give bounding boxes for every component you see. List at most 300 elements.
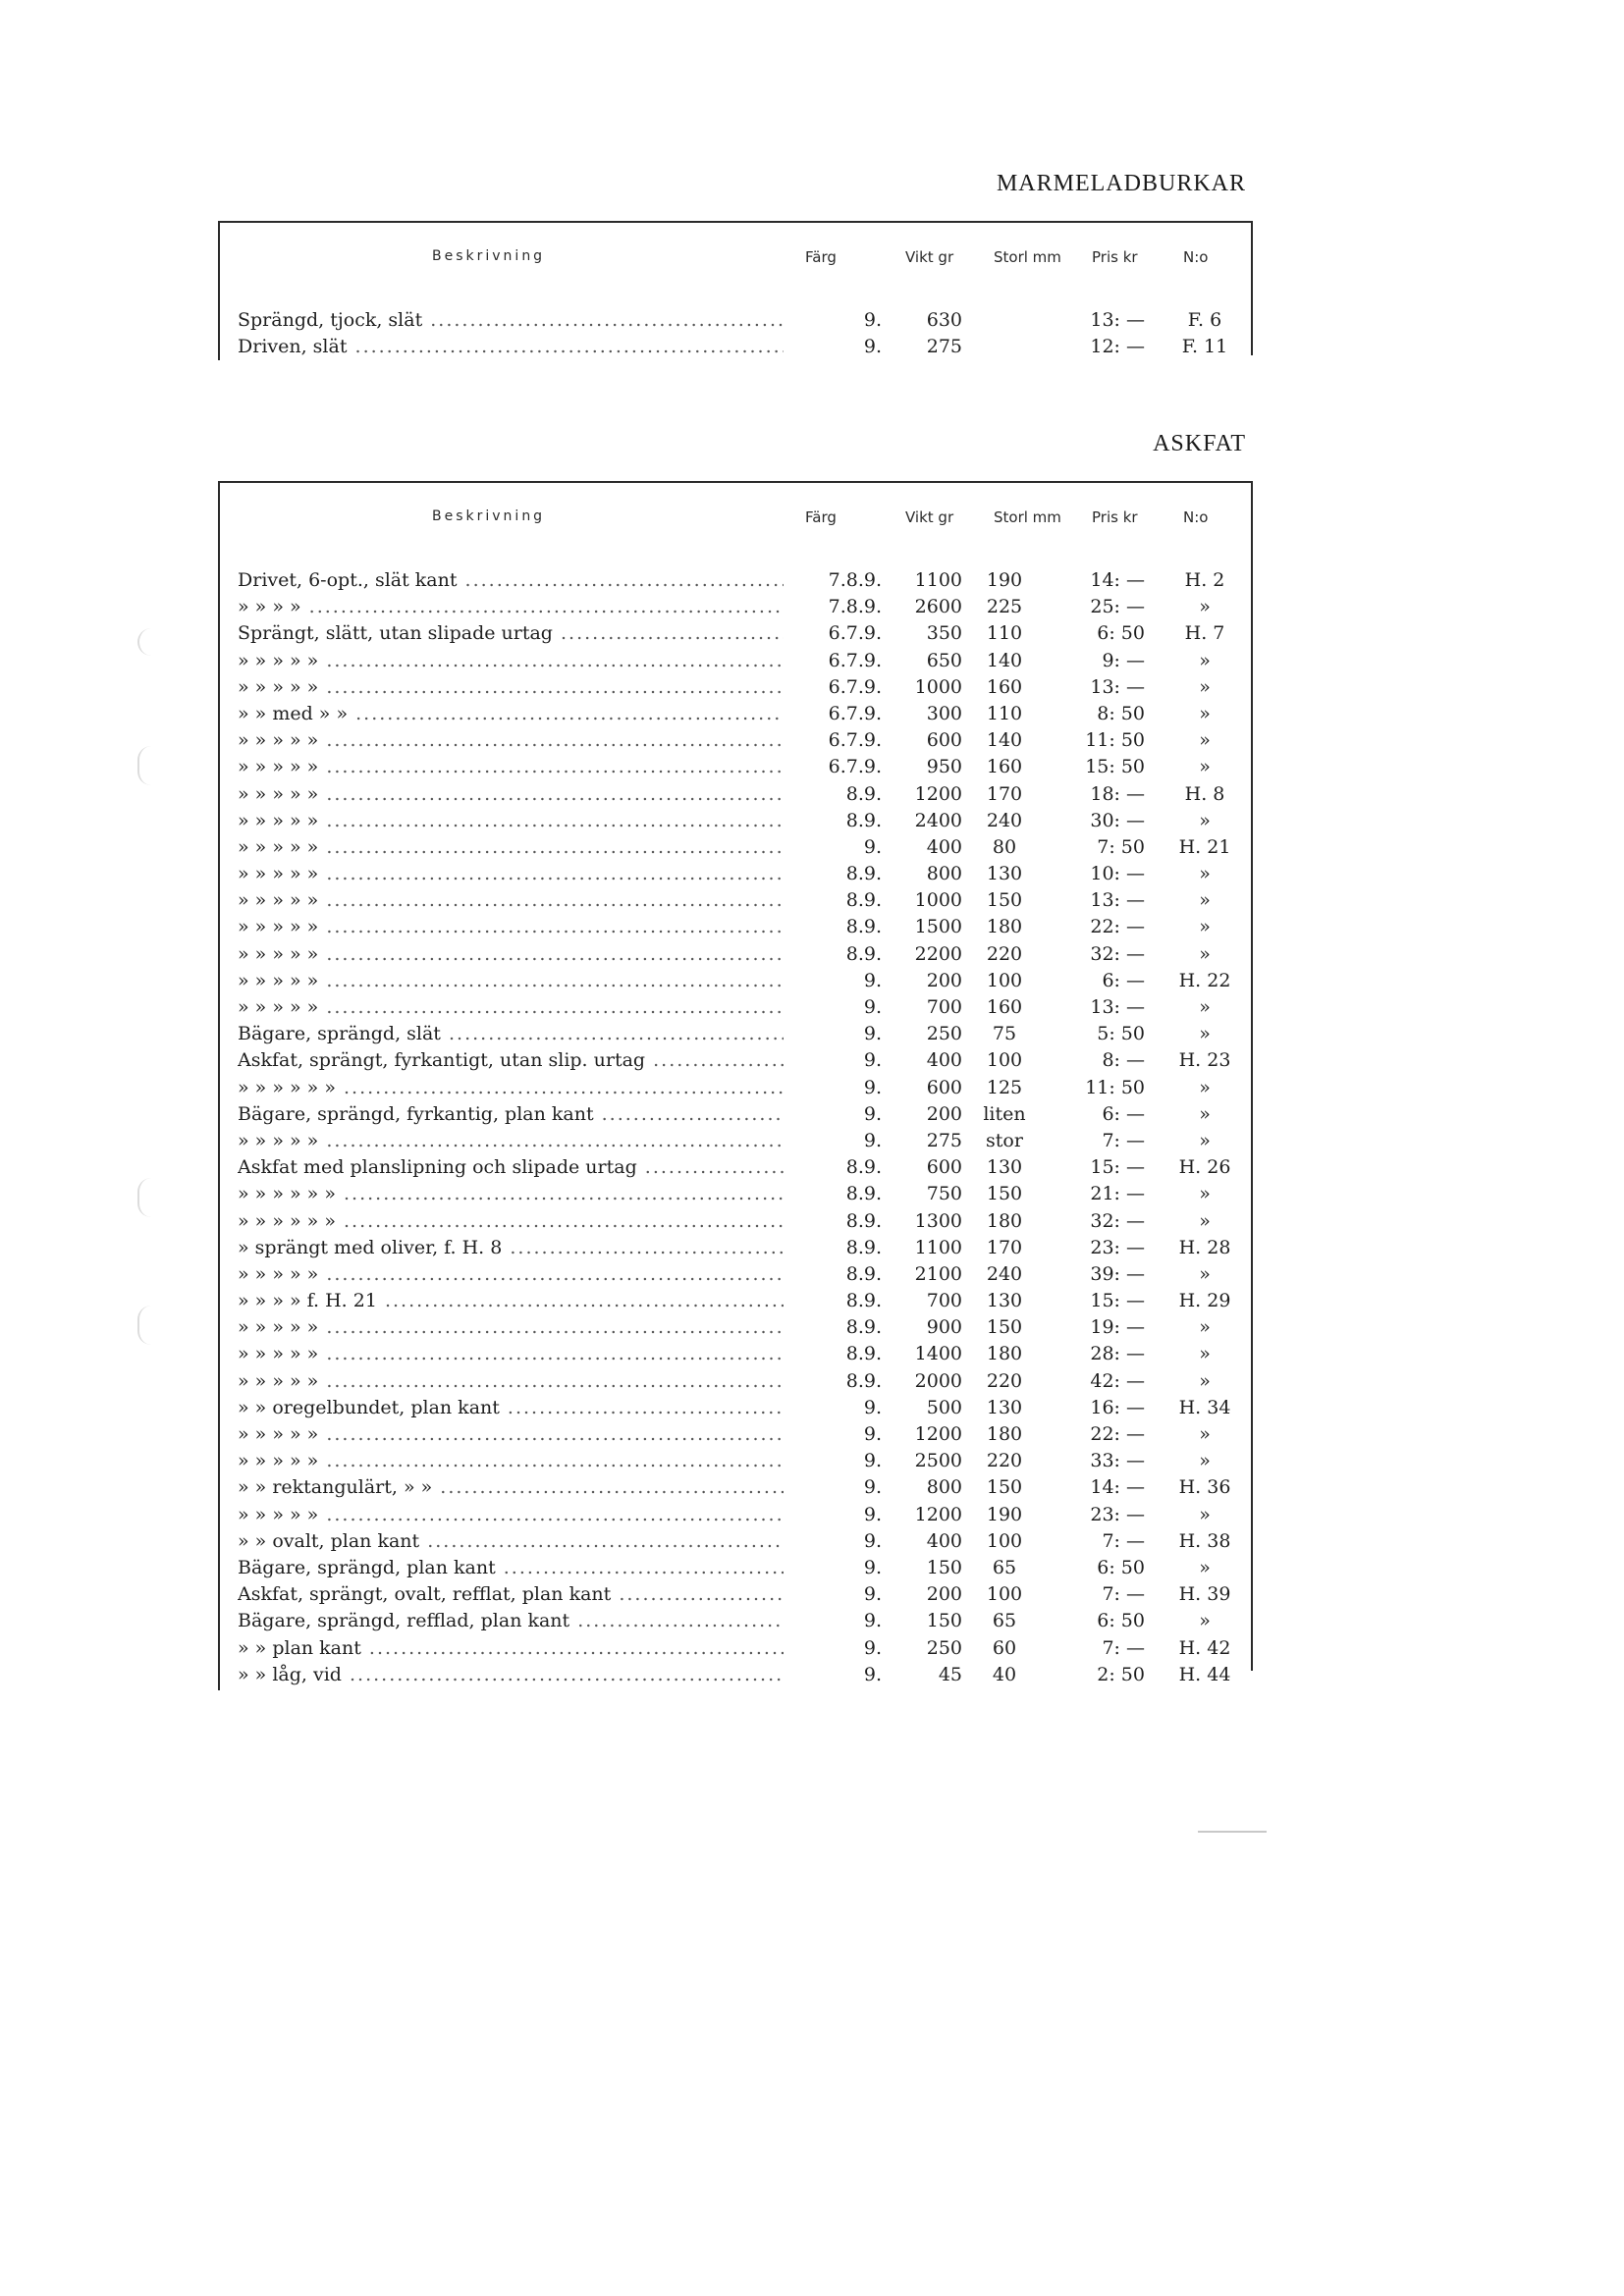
row-pris: 6: 50 xyxy=(1097,1610,1145,1632)
row-nummer: » xyxy=(1199,596,1211,618)
table-body xyxy=(218,307,1253,360)
table-row xyxy=(218,1395,1253,1421)
row-storlek: 220 xyxy=(986,1450,1023,1472)
binder-hole-mark xyxy=(137,1178,153,1217)
row-description: » » rektangulärt, » » ..... xyxy=(238,1474,784,1501)
row-storlek: 170 xyxy=(986,782,1023,805)
row-nummer: » xyxy=(1199,1503,1211,1525)
row-nummer: » xyxy=(1199,809,1211,831)
row-description: Driven, slät ..... xyxy=(238,334,784,360)
row-description: » » » » » ..... xyxy=(238,914,784,940)
row-description: » » » » » ..... xyxy=(238,1128,784,1154)
row-storlek: 190 xyxy=(986,569,1023,591)
row-storlek: 100 xyxy=(986,1529,1023,1552)
row-vikt: 200 xyxy=(926,969,962,991)
row-nummer: H. 23 xyxy=(1178,1049,1231,1072)
table-row xyxy=(218,1368,1253,1395)
row-description: Bägare, sprängd, fyrkantig, plan kant ..... xyxy=(238,1101,784,1128)
table-row xyxy=(218,1208,1253,1235)
row-storlek: 220 xyxy=(986,942,1023,965)
section-title-askfat: ASKFAT xyxy=(1153,431,1246,456)
row-storlek: 150 xyxy=(986,1476,1023,1499)
row-vikt: 900 xyxy=(926,1316,962,1339)
table-row xyxy=(218,1635,1253,1662)
header-nummer: N:o xyxy=(1183,248,1209,266)
row-pris: 21: — xyxy=(1090,1183,1145,1205)
row-farg: 8.9. xyxy=(845,1369,882,1392)
row-pris: 6: 50 xyxy=(1097,622,1145,645)
row-nummer: » xyxy=(1199,1343,1211,1365)
table-row xyxy=(218,1181,1253,1207)
row-storlek: 170 xyxy=(986,1236,1023,1258)
row-storlek: 65 xyxy=(992,1556,1017,1578)
row-pris: 6: — xyxy=(1102,1102,1145,1125)
row-nummer: » xyxy=(1199,1423,1211,1445)
row-storlek: 100 xyxy=(986,1049,1023,1072)
row-description: » » » » » ..... xyxy=(238,1314,784,1341)
row-vikt: 2400 xyxy=(914,809,962,831)
row-nummer: H. 39 xyxy=(1178,1583,1231,1606)
table-row xyxy=(218,334,1253,360)
row-description: » » » » » ..... xyxy=(238,1261,784,1288)
table-row xyxy=(218,994,1253,1021)
row-nummer: » xyxy=(1199,702,1211,724)
row-farg: 8.9. xyxy=(845,942,882,965)
row-storlek: 100 xyxy=(986,1583,1023,1606)
row-nummer: H. 36 xyxy=(1178,1476,1231,1499)
row-farg: 9. xyxy=(863,835,882,858)
row-farg: 9. xyxy=(863,1636,882,1659)
row-description: » » » » » ..... xyxy=(238,887,784,914)
row-farg: 8.9. xyxy=(845,1156,882,1179)
row-pris: 10: — xyxy=(1090,863,1145,885)
row-storlek: 225 xyxy=(986,596,1023,618)
row-vikt: 1100 xyxy=(914,569,962,591)
row-storlek: 150 xyxy=(986,1316,1023,1339)
row-vikt: 200 xyxy=(926,1102,962,1125)
table-header xyxy=(218,223,1253,288)
row-farg: 9. xyxy=(863,1423,882,1445)
row-description: » » » » » ..... xyxy=(238,754,784,780)
row-vikt: 150 xyxy=(926,1556,962,1578)
row-farg: 8.9. xyxy=(845,1316,882,1339)
row-storlek: stor xyxy=(986,1129,1023,1151)
row-description: » » » » » ..... xyxy=(238,648,784,674)
row-farg: 8.9. xyxy=(845,916,882,938)
row-storlek: 130 xyxy=(986,1396,1023,1418)
row-pris: 28: — xyxy=(1090,1343,1145,1365)
row-vikt: 45 xyxy=(938,1663,962,1685)
table-row xyxy=(218,1341,1253,1367)
header-vikt: Vikt gr xyxy=(905,508,954,526)
row-storlek: 110 xyxy=(986,702,1023,724)
row-description: Askfat, sprängt, fyrkantigt, utan slip. urtag ..... xyxy=(238,1047,784,1074)
table-row xyxy=(218,1421,1253,1448)
row-vikt: 630 xyxy=(926,309,962,331)
header-pris: Pris kr xyxy=(1092,508,1138,526)
row-pris: 33: — xyxy=(1090,1450,1145,1472)
row-nummer: » xyxy=(1199,1316,1211,1339)
row-description: » » » » » ..... xyxy=(238,1448,784,1474)
row-storlek: 180 xyxy=(986,1209,1023,1232)
row-pris: 18: — xyxy=(1090,782,1145,805)
row-pris: 15: 50 xyxy=(1085,756,1145,778)
row-description: Bägare, sprängd, refflad, plan kant ..... xyxy=(238,1608,784,1634)
row-farg: 9. xyxy=(863,969,882,991)
row-pris: 7: 50 xyxy=(1097,835,1145,858)
row-farg: 9. xyxy=(863,1076,882,1098)
row-storlek: 180 xyxy=(986,1343,1023,1365)
row-farg: 8.9. xyxy=(845,809,882,831)
table-row xyxy=(218,887,1253,914)
table-row xyxy=(218,594,1253,620)
row-vikt: 600 xyxy=(926,1076,962,1098)
row-description: » » » » » » ..... xyxy=(238,1075,784,1101)
row-description: » » oregelbundet, plan kant ..... xyxy=(238,1395,784,1421)
row-pris: 12: — xyxy=(1090,336,1145,358)
row-pris: 5: 50 xyxy=(1097,1023,1145,1045)
row-pris: 6: 50 xyxy=(1097,1556,1145,1578)
table-row xyxy=(218,1448,1253,1474)
row-pris: 19: — xyxy=(1090,1316,1145,1339)
row-vikt: 1000 xyxy=(914,889,962,912)
row-nummer: » xyxy=(1199,1102,1211,1125)
row-storlek: 180 xyxy=(986,916,1023,938)
header-farg: Färg xyxy=(805,248,837,266)
row-farg: 8.9. xyxy=(845,889,882,912)
table-row xyxy=(218,1502,1253,1528)
row-nummer: » xyxy=(1199,756,1211,778)
row-storlek: 65 xyxy=(992,1610,1017,1632)
header-beskrivning: Beskrivning xyxy=(432,248,546,264)
row-pris: 9: — xyxy=(1102,649,1145,671)
row-pris: 7: — xyxy=(1102,1529,1145,1552)
table-row xyxy=(218,701,1253,727)
row-vikt: 250 xyxy=(926,1023,962,1045)
row-farg: 9. xyxy=(863,1102,882,1125)
row-storlek: 240 xyxy=(986,809,1023,831)
row-pris: 8: — xyxy=(1102,1049,1145,1072)
row-storlek: 140 xyxy=(986,729,1023,752)
row-pris: 22: — xyxy=(1090,916,1145,938)
table-row xyxy=(218,307,1253,334)
row-storlek: 240 xyxy=(986,1262,1023,1285)
row-vikt: 1300 xyxy=(914,1209,962,1232)
table-row xyxy=(218,1662,1253,1688)
row-vikt: 350 xyxy=(926,622,962,645)
row-vikt: 2200 xyxy=(914,942,962,965)
row-description: » » » » f. H. 21 ..... xyxy=(238,1288,784,1314)
table-row xyxy=(218,1555,1253,1581)
row-farg: 9. xyxy=(863,1396,882,1418)
row-storlek: 150 xyxy=(986,1183,1023,1205)
table-body xyxy=(218,567,1253,1688)
table-header xyxy=(218,483,1253,548)
row-nummer: » xyxy=(1199,1556,1211,1578)
table-row xyxy=(218,1128,1253,1154)
row-vikt: 800 xyxy=(926,863,962,885)
row-pris: 11: 50 xyxy=(1085,729,1145,752)
row-nummer: » xyxy=(1199,942,1211,965)
row-vikt: 1100 xyxy=(914,1236,962,1258)
row-vikt: 400 xyxy=(926,1049,962,1072)
row-vikt: 250 xyxy=(926,1636,962,1659)
row-description: Askfat, sprängt, ovalt, refflat, plan kant ..... xyxy=(238,1581,784,1608)
row-farg: 8.9. xyxy=(845,863,882,885)
table-row xyxy=(218,727,1253,754)
row-storlek: 180 xyxy=(986,1423,1023,1445)
row-nummer: H. 8 xyxy=(1184,782,1225,805)
row-farg: 9. xyxy=(863,1556,882,1578)
row-storlek: 60 xyxy=(992,1636,1017,1659)
row-nummer: H. 28 xyxy=(1178,1236,1231,1258)
row-nummer: » xyxy=(1199,1450,1211,1472)
row-storlek: 190 xyxy=(986,1503,1023,1525)
row-storlek: 75 xyxy=(992,1023,1017,1045)
row-vikt: 1200 xyxy=(914,1423,962,1445)
row-farg: 6.7.9. xyxy=(828,622,882,645)
row-farg: 9. xyxy=(863,1503,882,1525)
row-nummer: H. 22 xyxy=(1178,969,1231,991)
table-row xyxy=(218,620,1253,647)
row-vikt: 700 xyxy=(926,996,962,1018)
row-pris: 2: 50 xyxy=(1097,1663,1145,1685)
row-nummer: H. 44 xyxy=(1178,1663,1231,1685)
table-row xyxy=(218,781,1253,808)
row-pris: 39: — xyxy=(1090,1262,1145,1285)
row-pris: 16: — xyxy=(1090,1396,1145,1418)
row-farg: 8.9. xyxy=(845,1290,882,1312)
row-nummer: » xyxy=(1199,1023,1211,1045)
table-row xyxy=(218,1021,1253,1047)
row-description: Sprängt, slätt, utan slipade urtag ..... xyxy=(238,620,784,647)
row-farg: 9. xyxy=(863,1476,882,1499)
row-storlek: 150 xyxy=(986,889,1023,912)
table-row xyxy=(218,968,1253,994)
row-vikt: 1200 xyxy=(914,1503,962,1525)
binder-hole-mark xyxy=(137,746,153,785)
row-pris: 14: — xyxy=(1090,569,1145,591)
row-description: » » » » » ..... xyxy=(238,808,784,834)
row-farg: 9. xyxy=(863,336,882,358)
row-nummer: H. 26 xyxy=(1178,1156,1231,1179)
row-farg: 7.8.9. xyxy=(828,569,882,591)
row-farg: 9. xyxy=(863,996,882,1018)
section-title-marmeladburkar: MARMELADBURKAR xyxy=(996,171,1246,196)
row-pris: 7: — xyxy=(1102,1636,1145,1659)
table-row xyxy=(218,861,1253,887)
row-storlek: 130 xyxy=(986,1290,1023,1312)
row-description: » » » » » ..... xyxy=(238,968,784,994)
row-farg: 9. xyxy=(863,1049,882,1072)
row-farg: 9. xyxy=(863,1023,882,1045)
header-storlek: Storl mm xyxy=(994,248,1061,266)
row-description: » » » » » ..... xyxy=(238,1502,784,1528)
table-row xyxy=(218,941,1253,968)
row-nummer: » xyxy=(1199,1262,1211,1285)
row-farg: 6.7.9. xyxy=(828,649,882,671)
row-storlek: 100 xyxy=(986,969,1023,991)
row-vikt: 1500 xyxy=(914,916,962,938)
row-description: » » » » ..... xyxy=(238,594,784,620)
row-description: Sprängd, tjock, slät ..... xyxy=(238,307,784,334)
header-vikt: Vikt gr xyxy=(905,248,954,266)
row-description: » » ovalt, plan kant ..... xyxy=(238,1528,784,1555)
scan-smudge-mark xyxy=(1198,1831,1267,1833)
row-pris: 32: — xyxy=(1090,942,1145,965)
row-nummer: H. 29 xyxy=(1178,1290,1231,1312)
row-farg: 7.8.9. xyxy=(828,596,882,618)
row-farg: 9. xyxy=(863,1129,882,1151)
row-pris: 30: — xyxy=(1090,809,1145,831)
row-vikt: 950 xyxy=(926,756,962,778)
header-beskrivning: Beskrivning xyxy=(432,508,546,524)
row-description: » » » » » ..... xyxy=(238,674,784,701)
row-nummer: » xyxy=(1199,1076,1211,1098)
table-row xyxy=(218,1581,1253,1608)
row-vikt: 800 xyxy=(926,1476,962,1499)
row-pris: 13: — xyxy=(1090,889,1145,912)
row-description: » » » » » ..... xyxy=(238,727,784,754)
row-pris: 13: — xyxy=(1090,675,1145,698)
table-row xyxy=(218,1154,1253,1181)
row-description: Bägare, sprängd, plan kant ..... xyxy=(238,1555,784,1581)
table-row xyxy=(218,674,1253,701)
table-row xyxy=(218,1314,1253,1341)
row-vikt: 400 xyxy=(926,1529,962,1552)
table-row xyxy=(218,1288,1253,1314)
row-description: Drivet, 6-opt., slät kant ..... xyxy=(238,567,784,594)
row-vikt: 2100 xyxy=(914,1262,962,1285)
row-vikt: 600 xyxy=(926,1156,962,1179)
row-nummer: H. 42 xyxy=(1178,1636,1231,1659)
row-farg: 6.7.9. xyxy=(828,729,882,752)
header-farg: Färg xyxy=(805,508,837,526)
row-storlek: 125 xyxy=(986,1076,1023,1098)
row-nummer: » xyxy=(1199,649,1211,671)
row-storlek: 160 xyxy=(986,996,1023,1018)
row-nummer: H. 38 xyxy=(1178,1529,1231,1552)
row-vikt: 2500 xyxy=(914,1450,962,1472)
row-vikt: 400 xyxy=(926,835,962,858)
row-storlek: 40 xyxy=(992,1663,1017,1685)
row-nummer: H. 2 xyxy=(1184,569,1225,591)
table-row xyxy=(218,1075,1253,1101)
row-pris: 23: — xyxy=(1090,1503,1145,1525)
price-table-marmeladburkar xyxy=(218,221,1253,360)
row-storlek: 110 xyxy=(986,622,1023,645)
row-storlek: 160 xyxy=(986,675,1023,698)
row-pris: 7: — xyxy=(1102,1129,1145,1151)
row-farg: 9. xyxy=(863,1450,882,1472)
row-vikt: 750 xyxy=(926,1183,962,1205)
row-farg: 6.7.9. xyxy=(828,675,882,698)
row-pris: 13: — xyxy=(1090,309,1145,331)
row-farg: 8.9. xyxy=(845,1236,882,1258)
row-pris: 6: — xyxy=(1102,969,1145,991)
row-pris: 14: — xyxy=(1090,1476,1145,1499)
row-nummer: F. 6 xyxy=(1187,309,1222,331)
row-nummer: » xyxy=(1199,675,1211,698)
row-description: » » » » » ..... xyxy=(238,941,784,968)
row-nummer: » xyxy=(1199,863,1211,885)
row-vikt: 600 xyxy=(926,729,962,752)
row-description: » » » » » ..... xyxy=(238,834,784,861)
row-description: » sprängt med oliver, f. H. 8 ..... xyxy=(238,1235,784,1261)
row-nummer: » xyxy=(1199,1209,1211,1232)
row-description: » » låg, vid ..... xyxy=(238,1662,784,1688)
row-pris: 42: — xyxy=(1090,1369,1145,1392)
binder-hole-mark xyxy=(137,628,153,656)
row-farg: 9. xyxy=(863,309,882,331)
row-vikt: 1000 xyxy=(914,675,962,698)
row-vikt: 2600 xyxy=(914,596,962,618)
row-pris: 15: — xyxy=(1090,1290,1145,1312)
price-table-askfat xyxy=(218,481,1253,1688)
table-row xyxy=(218,1261,1253,1288)
row-storlek: 140 xyxy=(986,649,1023,671)
row-storlek: liten xyxy=(983,1102,1026,1125)
row-vikt: 275 xyxy=(926,336,962,358)
row-description: Askfat med planslipning och slipade urtag ..... xyxy=(238,1154,784,1181)
row-pris: 11: 50 xyxy=(1085,1076,1145,1098)
header-pris: Pris kr xyxy=(1092,248,1138,266)
row-storlek: 160 xyxy=(986,756,1023,778)
row-pris: 8: 50 xyxy=(1097,702,1145,724)
table-row xyxy=(218,834,1253,861)
row-description: » » » » » » ..... xyxy=(238,1181,784,1207)
row-nummer: » xyxy=(1199,889,1211,912)
row-farg: 9. xyxy=(863,1663,882,1685)
row-nummer: » xyxy=(1199,1610,1211,1632)
row-farg: 9. xyxy=(863,1529,882,1552)
row-nummer: » xyxy=(1199,729,1211,752)
table-row xyxy=(218,808,1253,834)
header-storlek: Storl mm xyxy=(994,508,1061,526)
row-nummer: H. 21 xyxy=(1178,835,1231,858)
row-nummer: » xyxy=(1199,916,1211,938)
table-row xyxy=(218,1047,1253,1074)
table-row xyxy=(218,1608,1253,1634)
row-vikt: 275 xyxy=(926,1129,962,1151)
table-row xyxy=(218,648,1253,674)
row-description: » » plan kant ..... xyxy=(238,1635,784,1662)
table-row xyxy=(218,1528,1253,1555)
row-nummer: H. 7 xyxy=(1184,622,1225,645)
row-description: » » med » » ..... xyxy=(238,701,784,727)
row-storlek: 130 xyxy=(986,1156,1023,1179)
header-nummer: N:o xyxy=(1183,508,1209,526)
row-farg: 9. xyxy=(863,1610,882,1632)
row-nummer: » xyxy=(1199,1369,1211,1392)
row-vikt: 150 xyxy=(926,1610,962,1632)
row-vikt: 700 xyxy=(926,1290,962,1312)
row-description: » » » » » » ..... xyxy=(238,1208,784,1235)
row-pris: 22: — xyxy=(1090,1423,1145,1445)
row-description: » » » » » ..... xyxy=(238,861,784,887)
table-row xyxy=(218,1101,1253,1128)
row-farg: 8.9. xyxy=(845,782,882,805)
binder-hole-mark xyxy=(137,1306,153,1345)
row-nummer: » xyxy=(1199,1129,1211,1151)
row-farg: 8.9. xyxy=(845,1183,882,1205)
row-vikt: 650 xyxy=(926,649,962,671)
row-farg: 6.7.9. xyxy=(828,756,882,778)
table-row xyxy=(218,1235,1253,1261)
row-description: » » » » » ..... xyxy=(238,1421,784,1448)
row-farg: 8.9. xyxy=(845,1209,882,1232)
row-description: Bägare, sprängd, slät ..... xyxy=(238,1021,784,1047)
